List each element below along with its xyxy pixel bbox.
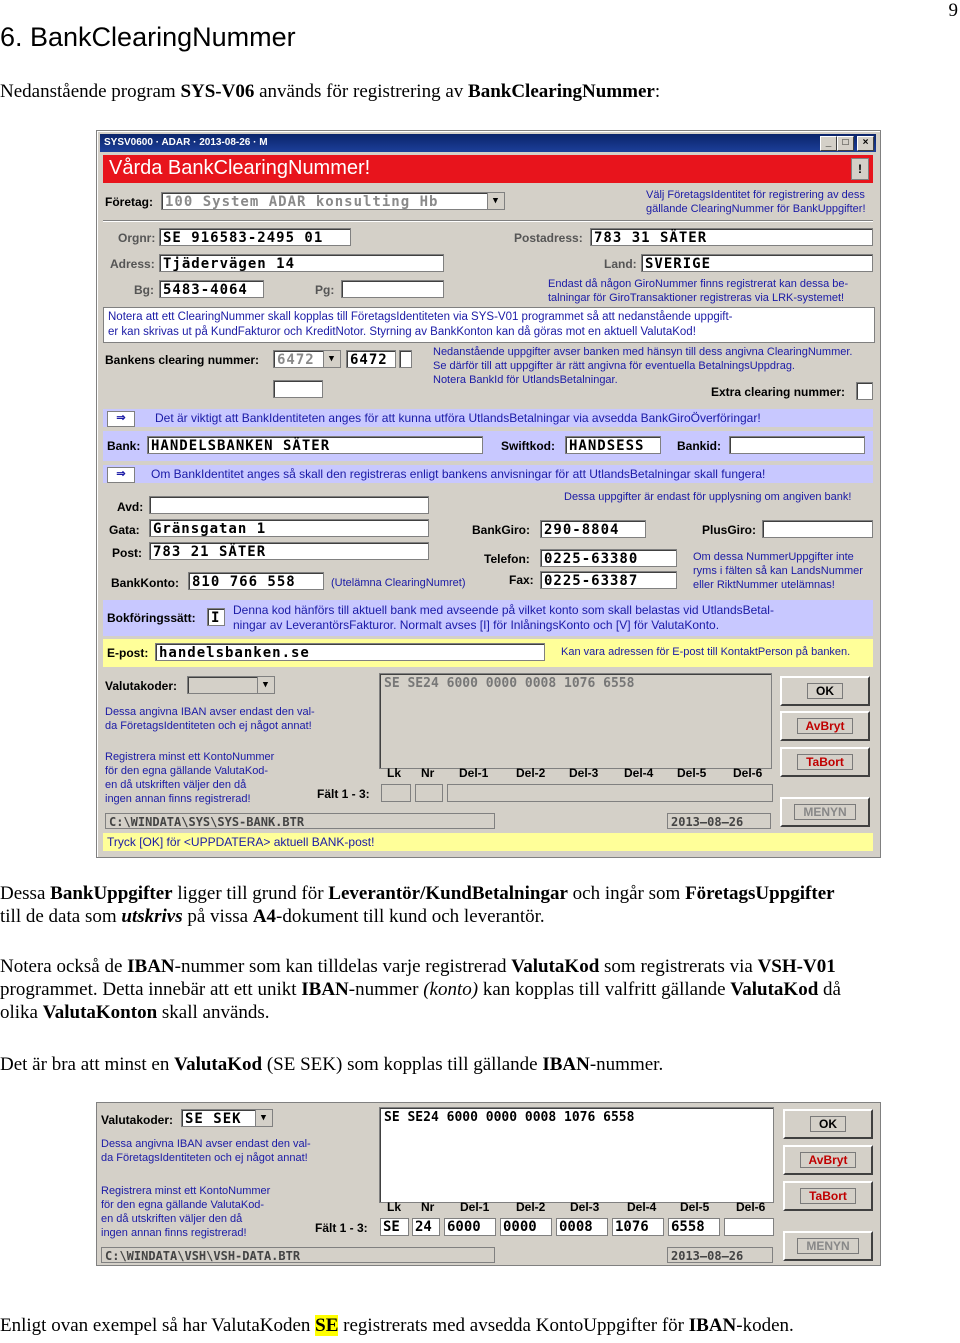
- reg-note-1: Registrera minst ett KontoNummer: [105, 751, 275, 763]
- valuta2-label: Valutakoder:: [101, 1113, 174, 1127]
- bokforing-label: Bokföringssätt:: [107, 611, 196, 625]
- epost-field[interactable]: handelsbanken.se: [155, 643, 545, 661]
- cell2-del4[interactable]: 1076: [612, 1218, 664, 1236]
- reg-note-3: en då utskriften väljer den då: [105, 779, 247, 791]
- menyn-button-label: MENYN: [794, 804, 855, 820]
- epost-note: Kan vara adressen för E-post till KontaktPerson på banken.: [561, 646, 851, 658]
- col2-del3: Del-3: [570, 1200, 600, 1214]
- om-bankid-text: Om BankIdentitet anges så skall den registreras enligt bankens anvisningar för att UtlandsBetalningar skall fungera!: [151, 467, 766, 481]
- status2-path: C:\WINDATA\VSH\VSH-DATA.BTR: [101, 1247, 495, 1263]
- extra-clearing-label: Extra clearing nummer:: [711, 385, 846, 399]
- cell2-nr[interactable]: 24: [412, 1218, 440, 1236]
- bankkonto-field[interactable]: 810 766 558: [188, 572, 324, 590]
- foretag-note-1: Välj FöretagsIdentitet för registrering av dess: [646, 189, 865, 201]
- foretag-label: Företag:: [105, 195, 153, 209]
- post-label: Post:: [112, 546, 142, 560]
- valuta-label: Valutakoder:: [105, 679, 178, 693]
- banner-title: Vårda BankClearingNummer!: [109, 157, 371, 179]
- pg-label: Pg:: [315, 283, 335, 297]
- valuta-note-1: Dessa angivna IBAN avser endast den val-: [105, 706, 315, 718]
- nummer-note-1: Om dessa NummerUppgifter inte: [693, 551, 854, 563]
- plusgiro-field[interactable]: [762, 520, 873, 538]
- valuta-combo[interactable]: [187, 676, 275, 694]
- highlight-se: SE: [315, 1315, 339, 1336]
- tabort2-button[interactable]: [783, 1181, 873, 1211]
- col-del5: Del-5: [677, 766, 707, 780]
- help-button[interactable]: !: [851, 158, 869, 180]
- post-field[interactable]: 783 21 SÄTER: [149, 542, 429, 560]
- cell-del[interactable]: [447, 784, 773, 802]
- clearing-check[interactable]: [399, 350, 412, 368]
- nummer-note-2: ryms i fälten så kan LandsNummer: [693, 565, 863, 577]
- banner: [103, 155, 873, 183]
- bg-field[interactable]: 5483-4064: [159, 280, 264, 298]
- gata-label: Gata:: [109, 523, 140, 537]
- bank-field[interactable]: HANDELSBANKEN SÄTER: [147, 436, 483, 454]
- bankgiro-label: BankGiro:: [472, 523, 531, 537]
- adress-label: Adress:: [110, 257, 155, 271]
- clearing-note-2: Se därför till att uppgifter är rätt angivna för eventuella BetalningsUppdrag.: [433, 360, 795, 372]
- bank-label: Bank:: [107, 439, 141, 453]
- avbryt-button-label: AvBryt: [797, 718, 854, 734]
- avbryt2-button-label: AvBryt: [800, 1152, 857, 1168]
- col2-del6: Del-6: [736, 1200, 766, 1214]
- cell2-del2[interactable]: 0000: [500, 1218, 552, 1236]
- falt-label: Fält 1 - 3:: [317, 787, 370, 801]
- reg2-note-4: ingen annan finns registrerad!: [101, 1227, 247, 1239]
- arrow-right-icon: ⇒: [107, 411, 135, 427]
- clearing-note-1: Nedanstående uppgifter avser banken med hänsyn till dess angivna ClearingNummer.: [433, 346, 853, 358]
- notera-box: [103, 307, 875, 343]
- paragraph-4: Det är bra att minst en ValutaKod (SE SEK) som kopplas till gällande IBAN-nummer.: [0, 1054, 664, 1075]
- orgnr-label: Orgnr:: [118, 231, 156, 245]
- cell-lk[interactable]: [381, 784, 411, 802]
- cell2-del6[interactable]: [724, 1218, 774, 1236]
- divider: [103, 220, 873, 222]
- col2-lk: Lk: [387, 1200, 402, 1214]
- land-note-2: talningar för GiroTransaktioner registreras via LRK-systemet!: [548, 292, 845, 304]
- chevron-down-icon[interactable]: ▼: [487, 193, 504, 209]
- swift-field[interactable]: HANDSESS: [565, 436, 661, 454]
- foretag-value: 100 System ADAR konsulting Hb: [165, 194, 439, 210]
- nummer-note-3: eller RiktNummer utelämnas!: [693, 579, 835, 591]
- bokforing-note-1: Denna kod hänförs till aktuell bank med avseende på vilket konto som skall belastas vid UtlandsBetal-: [233, 603, 774, 617]
- paragraph-3: Notera också de IBAN-nummer som kan tilldelas varje registrerad ValutaKod som registrerats via VSH-V01 programmet. Detta innebär att ett unikt IBAN-nummer (konto) kan kopplas till valfritt gällande ValutaKod då olika ValutaKonton skall används.: [0, 956, 841, 1023]
- foretag-combo[interactable]: [161, 192, 505, 210]
- maximize-button[interactable]: □: [837, 136, 854, 151]
- fax-field[interactable]: 0225-63387: [540, 571, 677, 589]
- clearing-note-3: Notera BankId för UtlandsBetalningar.: [433, 374, 618, 386]
- valuta2-combo[interactable]: [181, 1109, 273, 1127]
- telefon-field[interactable]: 0225-63380: [540, 549, 677, 567]
- bokforing-note-2: ningar av LeverantörsFakturor. Normalt avses [I] för InlåningsKonto och [V] för ValutaKonto.: [233, 618, 720, 632]
- swift-label: Swiftkod:: [501, 439, 555, 453]
- intro-paragraph: Nedanstående program SYS-V06 används för registrering av BankClearingNummer:: [0, 81, 661, 102]
- col-del3: Del-3: [569, 766, 599, 780]
- section-heading: 6. BankClearingNummer: [0, 22, 296, 52]
- cell2-del1[interactable]: 6000: [444, 1218, 496, 1236]
- bankgiro-field[interactable]: 290-8804: [540, 520, 646, 538]
- clearing-combo-value: 6472: [277, 352, 315, 368]
- status-date: 2013–08–26: [667, 813, 771, 829]
- valuta-note-2: da FöretagsIdentiteten och ej något annat!: [105, 720, 312, 732]
- close-button[interactable]: ×: [857, 136, 874, 151]
- tryck-band: [103, 833, 873, 851]
- valuta2-note-2: da FöretagsIdentiteten och ej något annat!: [101, 1152, 308, 1164]
- land-field[interactable]: SVERIGE: [641, 254, 873, 272]
- ok2-button-label: OK: [810, 1116, 846, 1132]
- col2-del4: Del-4: [627, 1200, 657, 1214]
- menyn-button[interactable]: [780, 797, 870, 827]
- minimize-button[interactable]: _: [820, 136, 837, 151]
- tabort2-button-label: TaBort: [800, 1188, 856, 1204]
- foretag-note-2: gällande ClearingNummer för BankUppgifter!: [646, 203, 866, 215]
- col-lk: Lk: [387, 766, 402, 780]
- reg-note-2: för den egna gällande ValutaKod-: [105, 765, 269, 777]
- clearing-combo[interactable]: [273, 350, 341, 368]
- cell2-del3[interactable]: 0008: [556, 1218, 608, 1236]
- reg-note-4: ingen annan finns registrerad!: [105, 793, 251, 805]
- avd-label: Avd:: [117, 500, 144, 514]
- epost-label: E-post:: [107, 646, 149, 660]
- valuta-screenshot: [96, 1102, 881, 1266]
- viktigt-band: [103, 409, 873, 427]
- col2-del2: Del-2: [516, 1200, 546, 1214]
- tryck-text: Tryck [OK] för <UPPDATERA> aktuell BANK-post!: [107, 835, 375, 849]
- iban-list[interactable]: [379, 673, 772, 769]
- epost-band: [103, 639, 873, 667]
- notera-line-1: Notera att ett ClearingNummer skall kopplas till FöretagsIdentiteten via SYS-V01 programmet så att nedanstående uppgift-: [108, 311, 733, 323]
- reg2-note-2: för den egna gällande ValutaKod-: [101, 1199, 265, 1211]
- land-note-1: Endast då någon GiroNummer finns registrerat kan dessa be-: [548, 278, 849, 290]
- col-nr: Nr: [421, 766, 435, 780]
- postadress-field[interactable]: 783 31 SÄTER: [590, 228, 873, 246]
- telefon-label: Telefon:: [484, 552, 530, 566]
- chevron-down-icon[interactable]: ▼: [323, 351, 340, 367]
- tabort-button[interactable]: [780, 747, 870, 777]
- valuta2-value: SE SEK: [185, 1111, 242, 1127]
- clearing-field[interactable]: 6472: [346, 350, 396, 368]
- bankkonto-label: BankKonto:: [111, 576, 179, 590]
- ok2-button[interactable]: [783, 1109, 873, 1139]
- col-del6: Del-6: [733, 766, 763, 780]
- cell2-del5[interactable]: 6558: [668, 1218, 720, 1236]
- bokforing-band: [103, 600, 873, 636]
- col2-nr: Nr: [421, 1200, 435, 1214]
- falt2-label: Fält 1 - 3:: [315, 1221, 368, 1235]
- avbryt2-button[interactable]: [783, 1145, 873, 1175]
- window-titlebar: [100, 134, 876, 152]
- bankid-band: [103, 465, 873, 483]
- clearing-label: Bankens clearing nummer:: [105, 353, 260, 367]
- ok-button[interactable]: [780, 676, 870, 706]
- upplysning-note: Dessa uppgifter är endast för upplysning om angiven bank!: [564, 491, 852, 503]
- bokforing-field[interactable]: I: [207, 608, 225, 626]
- extra-clearing-field[interactable]: [856, 382, 873, 400]
- tabort-button-label: TaBort: [797, 754, 853, 770]
- gata-field[interactable]: Gränsgatan 1: [149, 519, 429, 537]
- col-del1: Del-1: [459, 766, 489, 780]
- cell-nr[interactable]: [415, 784, 443, 802]
- bg-label: Bg:: [134, 283, 154, 297]
- menyn2-button-label: MENYN: [797, 1238, 858, 1254]
- chevron-down-icon[interactable]: ▼: [257, 677, 274, 693]
- clearing-extra-field[interactable]: [273, 380, 323, 398]
- cell2-lk[interactable]: SE: [380, 1218, 409, 1236]
- bankid-label: Bankid:: [677, 439, 722, 453]
- arrow-right-icon: ⇒: [107, 467, 135, 483]
- plusgiro-label: PlusGiro:: [702, 523, 757, 537]
- notera-line-2: er kan skrivas ut på KundFakturor och KreditNotor. Styrning av BankKonton kan då göras mot en aktuell ValutaKod!: [108, 326, 696, 338]
- iban2-row[interactable]: SE SE24 6000 0000 0008 1076 6558: [384, 1110, 635, 1125]
- avd-field[interactable]: [149, 496, 429, 514]
- window-title: SYSV0600 · ADAR · 2013-08-26 · M: [104, 137, 268, 148]
- bankid-field[interactable]: [729, 436, 865, 454]
- col-del2: Del-2: [516, 766, 546, 780]
- orgnr-field[interactable]: SE 916583-2495 01: [159, 228, 351, 246]
- reg2-note-1: Registrera minst ett KontoNummer: [101, 1185, 271, 1197]
- bank-band: [103, 431, 873, 461]
- iban2-list[interactable]: [379, 1107, 774, 1203]
- paragraph-2: Dessa BankUppgifter ligger till grund för Leverantör/KundBetalningar och ingår som FöretagsUppgifter till de data som utskrivs på vissa A4-dokument till kund och leverantör.: [0, 883, 835, 927]
- fax-label: Fax:: [509, 573, 534, 587]
- pg-field[interactable]: [341, 280, 444, 298]
- status2-date: 2013–08–26: [667, 1247, 773, 1263]
- chevron-down-icon[interactable]: ▼: [255, 1110, 272, 1126]
- page-number: 9: [948, 0, 958, 21]
- col-del4: Del-4: [624, 766, 654, 780]
- status-path: C:\WINDATA\SYS\SYS-BANK.BTR: [105, 813, 495, 829]
- col2-del1: Del-1: [460, 1200, 490, 1214]
- iban-row[interactable]: SE SE24 6000 0000 0008 1076 6558: [384, 676, 635, 691]
- sys-v06-window: [96, 130, 881, 858]
- bankkonto-hint: (Utelämna ClearingNumret): [331, 577, 466, 589]
- ok-button-label: OK: [807, 683, 843, 699]
- paragraph-5: Enligt ovan exempel så har ValutaKoden SE registrerats med avsedda KontoUppgifter för IBAN-koden.: [0, 1315, 794, 1336]
- postadress-label: Postadress:: [514, 231, 583, 245]
- menyn2-button[interactable]: [783, 1231, 873, 1261]
- avbryt-button[interactable]: [780, 711, 870, 741]
- reg2-note-3: en då utskriften väljer den då: [101, 1213, 243, 1225]
- adress-field[interactable]: Tjädervägen 14: [159, 254, 444, 272]
- valuta2-note-1: Dessa angivna IBAN avser endast den val-: [101, 1138, 311, 1150]
- land-label: Land:: [604, 257, 637, 271]
- viktigt-text: Det är viktigt att BankIdentiteten anges för att kunna utföra UtlandsBetalningar via avsedda BankGiroÖverföringar!: [155, 411, 761, 425]
- col2-del5: Del-5: [680, 1200, 710, 1214]
